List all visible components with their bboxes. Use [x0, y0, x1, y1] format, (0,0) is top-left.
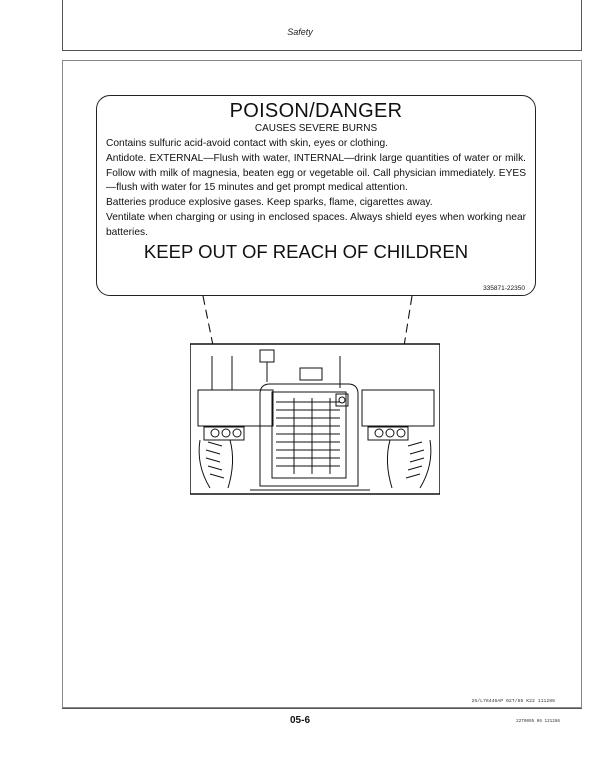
- footer-code: 22T0005 06 121286: [516, 719, 560, 724]
- decal-line: Antidote. EXTERNAL—Flush with water, INTERNAL—drink large quantities of water or milk. Follow with milk of magnesia, beaten egg or vegetable oil. Call physician immediately. EYES—flush with water for 15 minutes and get prompt medical attention.: [106, 152, 526, 194]
- footer-rule: [62, 708, 582, 709]
- decal-subtitle: CAUSES SEVERE BURNS: [254, 123, 378, 134]
- page-number: 05-6: [289, 715, 310, 726]
- header-right-rule: [581, 0, 582, 50]
- decal-title: POISON/DANGER: [229, 100, 403, 122]
- section-title: Safety: [287, 27, 313, 37]
- decal-part-number: 335871-22350: [483, 285, 525, 292]
- battery-decal-location-illustration: [190, 290, 440, 502]
- decal-line: Batteries produce explosive gases. Keep sparks, flame, cigarettes away.: [106, 197, 433, 209]
- decal-warning: KEEP OUT OF REACH OF CHILDREN: [143, 240, 469, 262]
- safety-decal: [96, 95, 536, 296]
- header-bottom-rule: [62, 50, 582, 51]
- decal-line: Contains sulfuric acid-avoid contact with skin, eyes or clothing.: [106, 138, 388, 149]
- document-code: 25/L76446AP 02T/85 K22 111286: [471, 699, 555, 704]
- figure-frame: [190, 344, 440, 494]
- decal-line: Ventilate when charging or using in enclosed spaces. Always shield eyes when working near batteries.: [106, 211, 526, 238]
- header-left-rule: [62, 0, 63, 50]
